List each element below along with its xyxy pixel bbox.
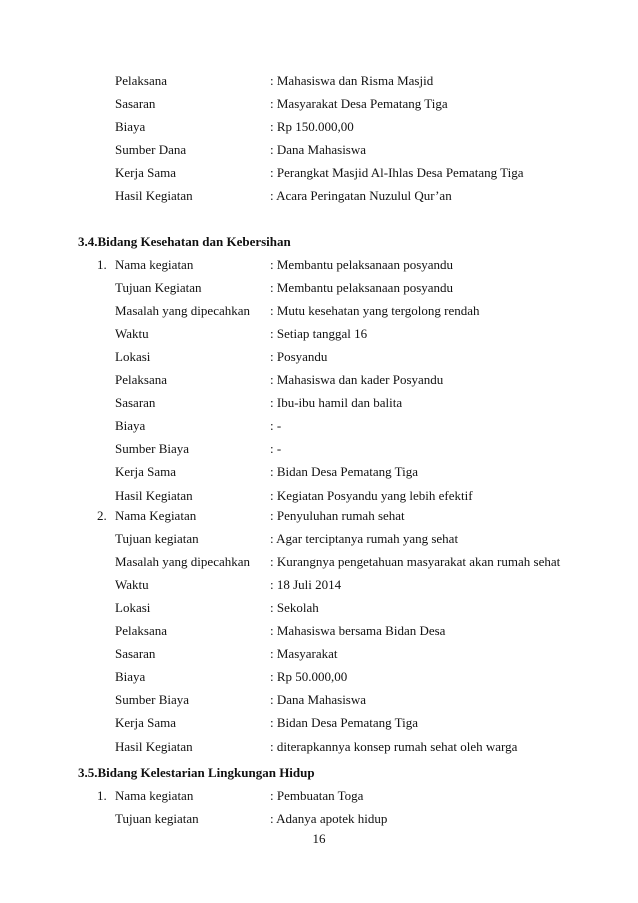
field-value: : Perangkat Masjid Al-Ihlas Desa Pematang Tiga — [270, 165, 524, 181]
field-value: : Bidan Desa Pematang Tiga — [270, 464, 419, 480]
field-value: : Ibu-ibu hamil dan balita — [270, 395, 403, 411]
field-label: Sumber Dana — [115, 142, 187, 158]
field-label: Hasil Kegiatan — [115, 188, 193, 204]
field-value: : Acara Peringatan Nuzulul Qur’an — [270, 188, 452, 204]
field-label: Waktu — [115, 326, 149, 342]
section-heading-3-4: 3.4.Bidang Kesehatan dan Kebersihan — [78, 234, 291, 249]
field-value: : Agar terciptanya rumah yang sehat — [270, 531, 459, 547]
field-value: : Dana Mahasiswa — [270, 692, 367, 708]
field-value: : - — [270, 441, 282, 457]
field-label: Waktu — [115, 577, 149, 593]
field-label: Sasaran — [115, 646, 156, 662]
field-value: : Sekolah — [270, 600, 319, 616]
field-value: : - — [270, 418, 282, 434]
field-value: : Membantu pelaksanaan posyandu — [270, 280, 454, 296]
field-label: Kerja Sama — [115, 165, 177, 181]
item-number: 1. — [97, 788, 107, 803]
field-value: : Masyarakat Desa Pematang Tiga — [270, 96, 448, 112]
field-value: : Mahasiswa dan kader Posyandu — [270, 372, 444, 388]
field-label: Nama kegiatan — [115, 257, 194, 272]
field-value: : Dana Mahasiswa — [270, 142, 367, 158]
field-label: Sumber Biaya — [115, 692, 190, 708]
field-value: : Posyandu — [270, 349, 328, 365]
field-value: : Pembuatan Toga — [270, 788, 364, 803]
field-label: Masalah yang dipecahkan — [115, 303, 251, 319]
field-label: Nama kegiatan — [115, 788, 194, 803]
field-value: : Setiap tanggal 16 — [270, 326, 368, 342]
field-value: : Adanya apotek hidup — [270, 811, 388, 827]
item-number: 1. — [97, 257, 107, 272]
field-label: Hasil Kegiatan — [115, 738, 193, 754]
field-value: : Kegiatan Posyandu yang lebih efektif — [270, 487, 473, 503]
field-label: Sumber Biaya — [115, 441, 190, 457]
field-label: Tujuan Kegiatan — [115, 280, 202, 296]
field-value: : Membantu pelaksanaan posyandu — [270, 257, 454, 272]
field-value: : Mahasiswa dan Risma Masjid — [270, 73, 434, 88]
section-heading-3-5: 3.5.Bidang Kelestarian Lingkungan Hidup — [78, 765, 315, 780]
field-label: Tujuan kegiatan — [115, 811, 199, 827]
field-value: : Bidan Desa Pematang Tiga — [270, 715, 419, 731]
page-number: 16 — [312, 831, 326, 846]
field-label: Lokasi — [115, 349, 151, 365]
field-value: : 18 Juli 2014 — [270, 577, 342, 593]
field-label: Sasaran — [115, 395, 156, 411]
field-value: : Penyuluhan rumah sehat — [270, 508, 405, 523]
field-label: Pelaksana — [115, 372, 167, 388]
field-value: : Rp 50.000,00 — [270, 669, 348, 685]
field-label: Lokasi — [115, 600, 151, 616]
field-value: : diterapkannya konsep rumah sehat oleh warga — [270, 738, 518, 754]
item-number: 2. — [97, 508, 107, 523]
field-label: Pelaksana — [115, 623, 167, 639]
field-value: : Rp 150.000,00 — [270, 119, 354, 135]
field-value: : Mahasiswa bersama Bidan Desa — [270, 623, 446, 639]
field-label: Hasil Kegiatan — [115, 487, 193, 503]
field-value: : Kurangnya pengetahuan masyarakat akan rumah sehat — [270, 554, 561, 570]
field-label: Pelaksana — [115, 73, 167, 88]
field-label: Masalah yang dipecahkan — [115, 554, 251, 570]
field-label: Nama Kegiatan — [115, 508, 197, 523]
field-label: Tujuan kegiatan — [115, 531, 199, 547]
field-value: : Masyarakat — [270, 646, 338, 662]
field-label: Biaya — [115, 418, 146, 434]
field-value: : Mutu kesehatan yang tergolong rendah — [270, 303, 480, 319]
field-label: Kerja Sama — [115, 464, 177, 480]
field-label: Biaya — [115, 669, 146, 685]
field-label: Sasaran — [115, 96, 156, 112]
field-label: Biaya — [115, 119, 146, 135]
field-label: Kerja Sama — [115, 715, 177, 731]
